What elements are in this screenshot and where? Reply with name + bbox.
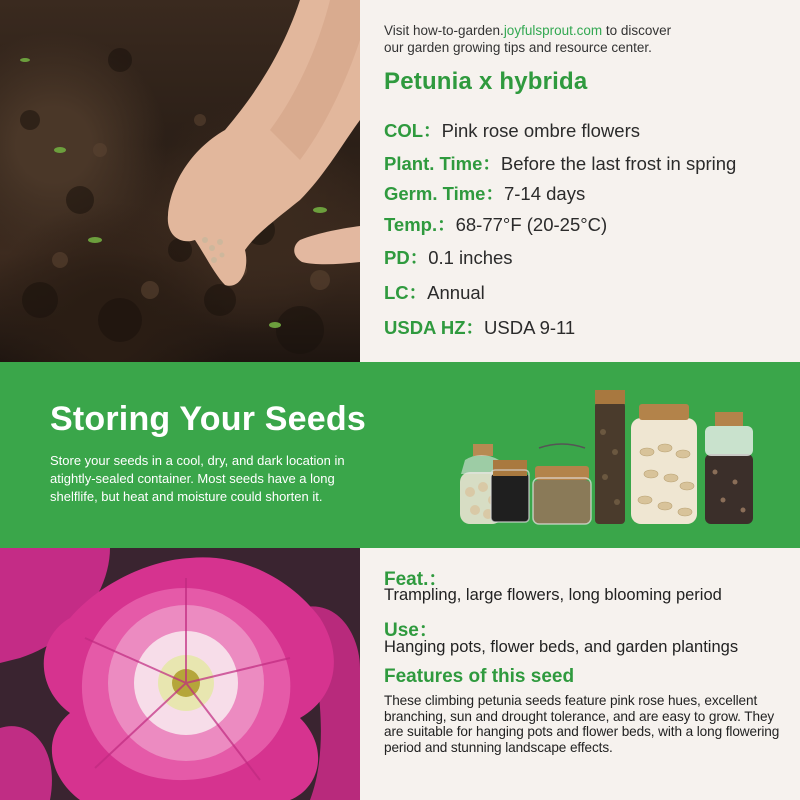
use-text: Hanging pots, flower beds, and garden plantings [384, 638, 739, 656]
spec-key: USDA HZ： [384, 317, 485, 338]
use-label: Use： [384, 620, 438, 641]
jar-mixed-seeds [533, 444, 591, 524]
intro-block [384, 22, 794, 96]
visit-text [384, 22, 794, 56]
spec-key: PD： [384, 247, 429, 268]
spec-key: COL： [384, 120, 442, 141]
spec-value: 7-14 days [503, 183, 586, 204]
jar-tall-dark-seeds [595, 390, 625, 524]
jar-speckled-seeds [705, 412, 753, 524]
spec-plant-time [384, 150, 736, 176]
spec-key: Plant. Time： [384, 153, 501, 174]
spec-value: Annual [427, 282, 485, 303]
spec-temperature [384, 211, 607, 237]
spec-usda-zone [384, 314, 575, 340]
spec-value: Pink rose ombre flowers [441, 120, 640, 141]
storing-text: Store your seeds in a cool, dry, and dark location in atightly-sealed container. Most seeds have a long shelflife, but heat and moisture could shorten it. [50, 453, 345, 504]
spec-germ-time [384, 180, 585, 206]
jar-pumpkin-seeds [631, 404, 697, 524]
visit-line-2: our garden growing tips and resource center. [384, 40, 652, 55]
species-name: Petunia x hybrida [384, 68, 588, 95]
spec-key: LC： [384, 282, 428, 303]
website-link[interactable]: joyfulsprout.com [503, 23, 603, 38]
storing-seeds-band [0, 362, 800, 548]
petunia-illustration [0, 548, 360, 800]
seed-features-text: These climbing petunia seeds feature pink rose hues, excellent branching, sun and drought tolerance, and are easy to grow. They are suitable for hanging pots and flower beds, with a long flowering period and stunning landscape effects. [384, 693, 780, 755]
storing-title: Storing Your Seeds [50, 400, 366, 438]
spec-value: 68-77°F (20-25°C) [455, 214, 608, 235]
seed-features-title: Features of this seed [384, 666, 575, 687]
visit-suffix: to discover [602, 23, 672, 38]
visit-prefix: Visit how-to-garden. [384, 23, 504, 38]
soil-hand-illustration [0, 0, 360, 362]
petunia-flower-photo [0, 548, 360, 800]
spec-key: Temp.： [384, 214, 456, 235]
spec-value: Before the last frost in spring [500, 153, 737, 174]
hand-sowing-seeds-photo [0, 0, 360, 362]
feat-text: Trampling, large flowers, long blooming period [384, 586, 722, 604]
jar-black-seeds [491, 460, 529, 522]
feat-label: Feat.： [384, 569, 448, 590]
spec-life-cycle [384, 279, 485, 305]
spec-value: 0.1 inches [428, 247, 513, 268]
spec-value: USDA 9-11 [484, 317, 576, 338]
spec-key: Germ. Time： [384, 183, 504, 204]
spec-color [384, 117, 640, 143]
top-section [0, 0, 800, 362]
spec-planting-depth [384, 244, 513, 270]
seed-jars-photo [455, 382, 765, 532]
